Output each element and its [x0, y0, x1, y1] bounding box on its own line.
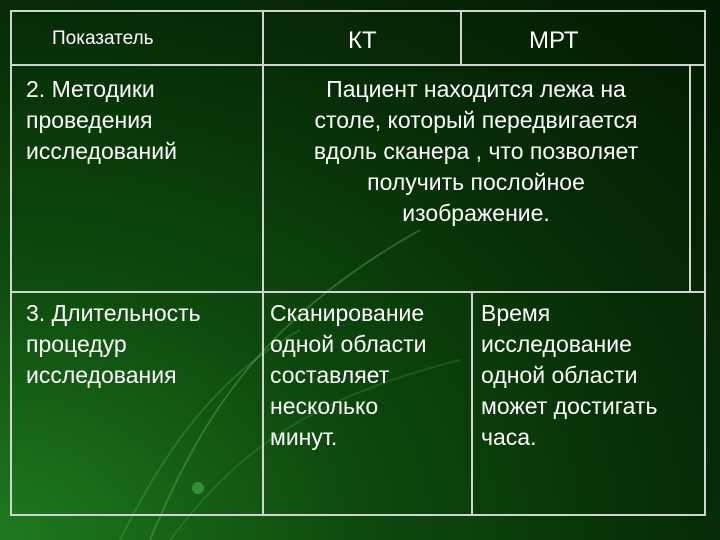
row-methods-merged: Пациент находится лежа на столе, который передвигается вдоль сканера , что позволяет получить послойное изображение.	[313, 76, 639, 226]
row-label-duration: 3. Длительность процедур исследования	[26, 300, 201, 388]
row-duration-ct: Сканирование одной области составляет несколько минут.	[270, 300, 427, 450]
header-indicator: Показатель	[52, 28, 154, 49]
header-mri: МРТ	[529, 27, 579, 54]
row-label-methods: 2. Методики проведения исследований	[26, 76, 177, 164]
row-duration-mri: Время исследование одной области может достигать часа.	[481, 300, 658, 450]
header-ct: КТ	[348, 27, 377, 54]
